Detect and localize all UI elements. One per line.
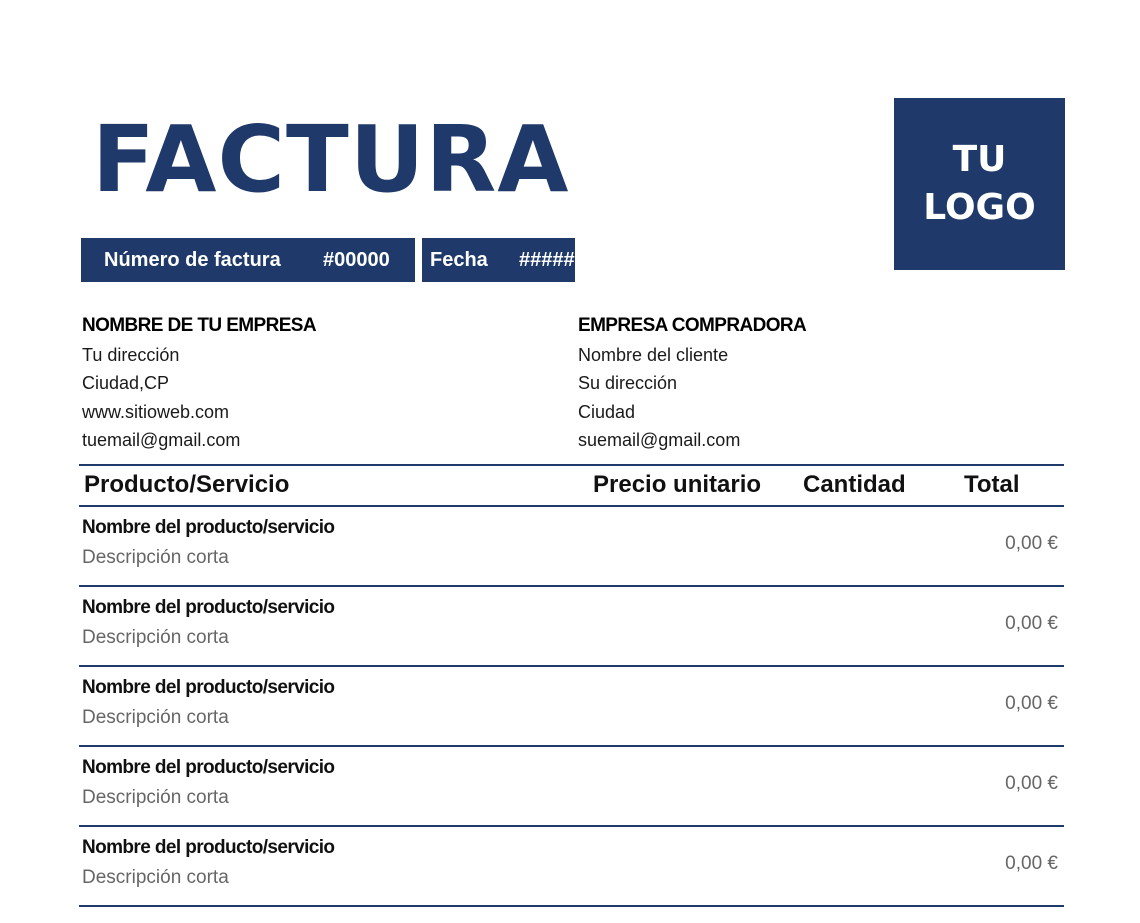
buyer-info bbox=[578, 312, 806, 455]
row-product-name: Nombre del producto/servicio bbox=[82, 757, 335, 778]
seller-info bbox=[82, 312, 316, 455]
logo-placeholder bbox=[894, 98, 1065, 270]
date-label: Fecha bbox=[430, 248, 488, 271]
table-row bbox=[79, 827, 1064, 905]
row-product-description: Descripción corta bbox=[82, 867, 229, 888]
row-total: 0,00 € bbox=[1005, 693, 1058, 714]
column-header-quantity: Cantidad bbox=[803, 471, 906, 498]
table-row bbox=[79, 667, 1064, 745]
row-product-description: Descripción corta bbox=[82, 787, 229, 808]
table-header bbox=[79, 467, 1064, 505]
seller-name: NOMBRE DE TU EMPRESA bbox=[82, 315, 316, 336]
logo-line-2: LOGO bbox=[923, 187, 1036, 228]
row-product-name: Nombre del producto/servicio bbox=[82, 517, 335, 538]
buyer-name: EMPRESA COMPRADORA bbox=[578, 315, 807, 336]
buyer-city: Ciudad bbox=[578, 401, 636, 422]
row-total: 0,00 € bbox=[1005, 613, 1058, 634]
column-header-total: Total bbox=[964, 471, 1020, 498]
logo-line-1: TU bbox=[952, 139, 1007, 180]
column-header-unit-price: Precio unitario bbox=[593, 471, 762, 498]
table-row bbox=[79, 507, 1064, 585]
row-product-name: Nombre del producto/servicio bbox=[82, 677, 335, 698]
row-total: 0,00 € bbox=[1005, 773, 1058, 794]
row-product-name: Nombre del producto/servicio bbox=[82, 837, 335, 858]
buyer-email: suemail@gmail.com bbox=[578, 430, 741, 450]
date-bar bbox=[422, 238, 575, 282]
seller-website: www.sitioweb.com bbox=[82, 401, 230, 422]
table-top-rule bbox=[79, 464, 1064, 466]
row-total: 0,00 € bbox=[1005, 853, 1058, 874]
buyer-address: Su dirección bbox=[578, 373, 678, 393]
table-row bbox=[79, 587, 1064, 665]
seller-address: Tu dirección bbox=[82, 344, 180, 365]
invoice-title: FACTURA bbox=[92, 106, 570, 213]
row-product-description: Descripción corta bbox=[82, 547, 229, 568]
column-header-product: Producto/Servicio bbox=[84, 471, 290, 498]
row-divider bbox=[79, 905, 1064, 907]
invoice-number-value: #00000 bbox=[323, 248, 390, 271]
table-row bbox=[79, 747, 1064, 825]
seller-email: tuemail@gmail.com bbox=[82, 430, 241, 450]
date-value: ##### bbox=[519, 248, 575, 271]
row-product-description: Descripción corta bbox=[82, 627, 229, 648]
buyer-client: Nombre del cliente bbox=[578, 344, 729, 365]
row-total: 0,00 € bbox=[1005, 533, 1058, 554]
seller-city: Ciudad,CP bbox=[82, 373, 170, 393]
invoice-number-bar bbox=[81, 238, 415, 282]
invoice-number-label: Número de factura bbox=[104, 248, 281, 271]
row-product-name: Nombre del producto/servicio bbox=[82, 597, 335, 618]
row-product-description: Descripción corta bbox=[82, 707, 229, 728]
